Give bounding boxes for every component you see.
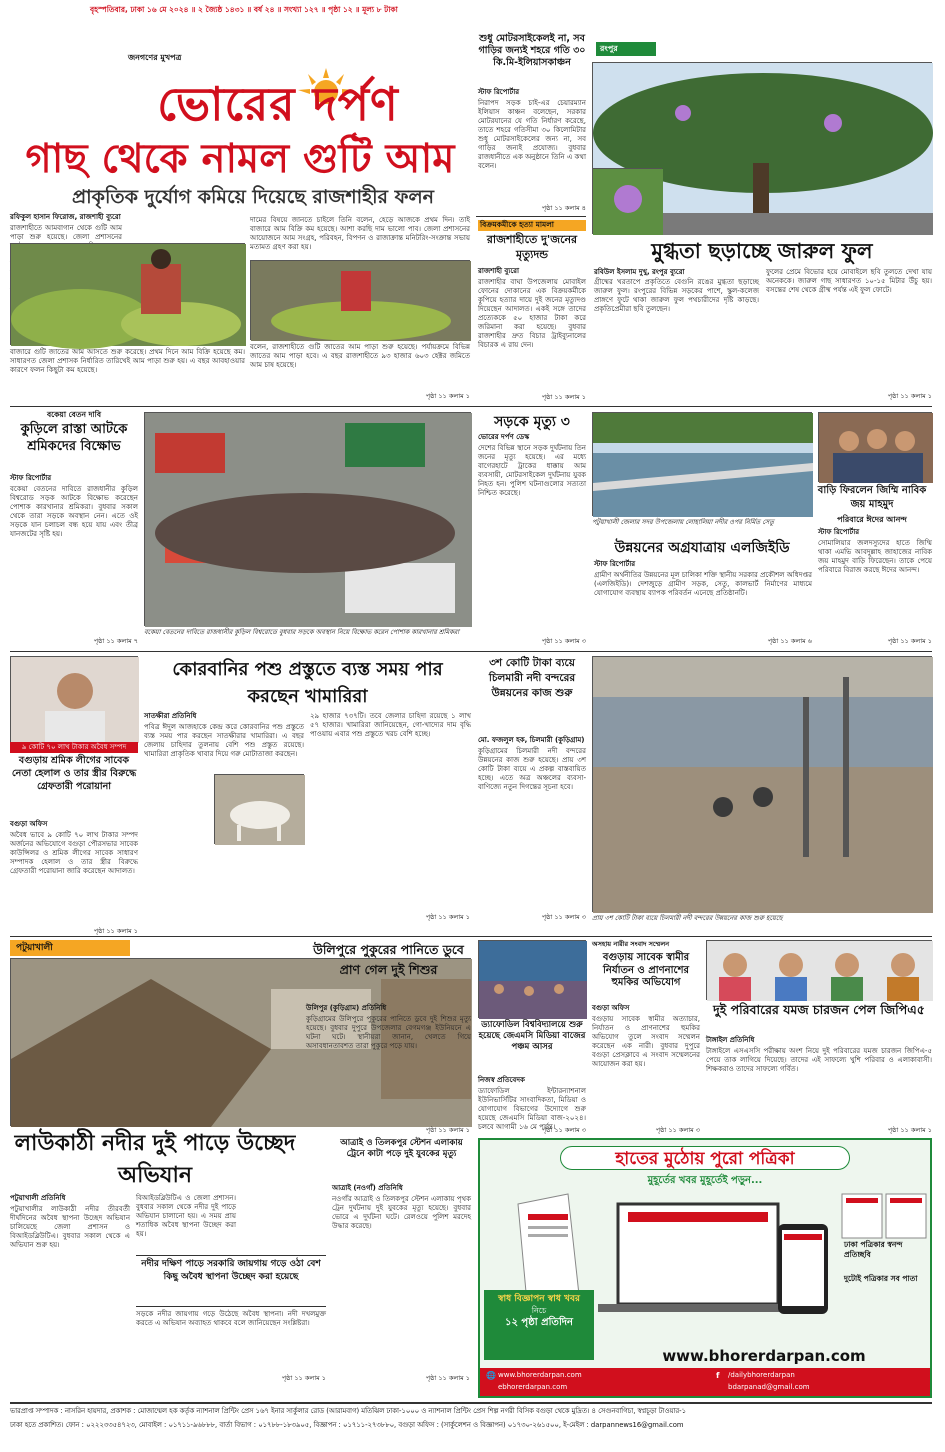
wife-kicker: অসহায় নারীর সংবাদ সম্মেলন: [592, 940, 670, 948]
jarul-headline: মুগ্ধতা ছড়াচ্ছে জারুল ফুল: [651, 239, 873, 263]
flower-inset-icon: [593, 169, 663, 235]
chilmari-byline: মো. ফজলুল হক, চিলমারী (কুড়িগ্রাম): [478, 736, 585, 744]
twins-continued: পৃষ্ঠা ১১ কলাম ১: [887, 1126, 932, 1134]
lauka-continued: পৃষ্ঠা ১১ কলাম ১: [281, 1374, 326, 1382]
ad-fb[interactable]: /dailybhorerdarpan: [728, 1371, 795, 1379]
daffodil-headline: ড্যাফোডিল বিশ্ববিদ্যালয়ে শুরু হয়েছে জেএমসি মিডিয়া বাজের পঞ্চম আসর: [478, 1020, 586, 1052]
imprint-line1: ভারপ্রাপ্ত সম্পাদক : নাসরিন হায়দার, প্রকাশক : মোজাম্মেল হক কর্তৃক ন্যাশনাল প্রিন্টিং প্রেস ১৬৭ ইনার সার্কুলার রোড (আরামবাগ) মতিঝিল ঢাকা-১০০০ ও ন্যাশনাল প্রিন্টিং প্রেস শিল্প নগরী বিসিক বগুড়া থেকে মুদ্রিত। ৪ সেগুনবাগিচা, স্বপ্নচূড়া টাওয়ার-১: [10, 1407, 687, 1415]
ad-tag-box: [484, 1290, 594, 1360]
kurli-body: বকেয়া বেতনের দাবিতে রাজধানীর কুড়িল বিশ্বরোড সড়ক আটকে বিক্ষোভ করেছেন পোশাক কারখানার শ্রমিকরা। বুধবার সকাল থেকে তারা সড়কে অবস্থান নেন। এতে ওই সড়কে যান চলাচল বন্ধ হয়ে যায় এবং তীব্র যানজটের সৃষ্টি হয়।: [10, 485, 138, 538]
lead-col4: বলেন, রাজশাহীতে গুটি জাতের আম পাড়া শুরু হয়েছে। পর্যায়ক্রমে বিভিন্ন জাতের আম পাড়া হবে। এ বছর রাজশাহীতে ৯৩ হাজার ৬০৩ হেক্টর জমিতে আম চাষ হয়েছে।: [250, 343, 470, 369]
rajshahi-headline: রাজশাহীতে দু'জনের মৃত্যুদন্ড: [486, 233, 578, 261]
mango-vendor-photo: [250, 260, 470, 340]
bogura-body: অবৈধ ভাবে ৯ কোটি ৭০ লাখ টাকার সম্পদ অর্জনের অভিযোগে বগুড়া পৌরসভার সাবেক কাউন্সিলর ও শ্রমিক লীগের সাবেক সাধারণ সম্পাদক হেলাল ও তার স্ত্রীর বিরুদ্ধে গ্রেফতারী পরোয়ানা জারি করেছেন আদালত।: [10, 831, 138, 875]
accident-body: দেশের বিভিন্ন স্থানে সড়ক দুর্ঘটনায় তিন জনের মৃত্যু হয়েছে। এর মধ্যে বাগেরহাটে ট্রাকের ধাক্কায় আম ব্যবসায়ী, মোটরসাইকেল দুর্ঘটনায় যুবক নিহত হন। পুলিশ ঘটনাগুলোর সত্যতা নিশ্চিত করেছে।: [478, 444, 586, 497]
jarul-byline: রবিউল ইসলাম দুখু, রংপুর ব্যুরো: [594, 268, 685, 276]
wife-headline: বগুড়ায় সাবেক স্বামীর নির্যাতন ও প্রাণনাশের হুমকির অভিযোগ: [602, 952, 690, 988]
cattle-photo-icon: [215, 775, 305, 845]
korbani-body2: ২৯ হাজার ৭৩৭টি। তবে জেলার চাহিদা রয়েছে ১ লাখ ৫৭ হাজার। খামারিরা জানিয়েছেন, গো-খাদ্যের দাম বৃদ্ধি পাওয়ায় এবার পশু প্রস্তুতে খরচ বেশি হচ্ছে।: [310, 712, 471, 738]
lauka-byline: পটুয়াখালী প্রতিনিধি: [10, 1194, 66, 1202]
river-port-caption: প্রায় ৩শ কোটি টাকা ব্যয়ে চিলমারী নদী বন্দরের উন্নয়নের কাজ শুরু হয়েছে: [592, 914, 783, 922]
jimmi-subtitle: পরিবারে ঈদের আনন্দ: [837, 515, 907, 524]
chilmari-body: কুড়িগ্রামের চিলমারী নদী বন্দরের উন্নয়নের কাজ শুরু হয়েছে। প্রায় ৩শ কোটি টাকা ব্যয়ে এ প্রকল্প বাস্তবায়িত হচ্ছে। এতে অত্র অঞ্চলের ব্যবসা-বাণিজ্যে নতুন দিগন্তের সূচনা হবে।: [478, 747, 586, 791]
jimmi-continued: পৃষ্ঠা ১১ কলাম ১: [887, 637, 932, 645]
ad-devices-graphic: [598, 1194, 838, 1342]
bogura-continued: পৃষ্ঠা ১১ কলাম ১: [93, 927, 138, 935]
facebook-icon: f: [716, 1371, 720, 1380]
mango-pile-photo-icon: [11, 244, 246, 346]
train-body: নওগাঁর আত্রাই ও তিলকপুর স্টেশন এলাকায় পৃথক ট্রেন দুর্ঘটনায় দুই যুবকের মৃত্যু হয়েছে। বুধবার ভোরে এ দুর্ঘটনা ঘটে। রেলওয়ে পুলিশ মরদেহ উদ্ধার করেছে।: [332, 1195, 471, 1230]
protest-caption: বকেয়া বেতনের দাবিতে রাজধানীর কুড়িল বিশ্বরোডে বুধবার সড়কে অবস্থান নিয়ে বিক্ষোভ করেন পোশাক কারখানার শ্রমিকরা: [144, 628, 460, 636]
chilmari-headline: ৩শ কোটি টাকা ব্যয়ে চিলমারী নদী বন্দরের উন্নয়নের কাজ শুরু: [488, 657, 576, 699]
devices-icon: [598, 1194, 838, 1342]
lauka-body2: বিআইডব্লিউটিএ ও জেলা প্রশাসন। বুধবার সকাল থেকে নদীর দুই পাড়ে অভিযান চালানো হয়। এ সময় প্রায় শতাধিক অবৈধ স্থাপনা উচ্ছেদ করা হয়।: [136, 1194, 236, 1238]
ad-headline: হাতের মুঠোয় পুরো পত্রিকা: [560, 1146, 850, 1170]
twins-photo-icon: [707, 941, 933, 1001]
daffodil-body: ড্যাফোডিল ইন্টারন্যাশনাল ইউনিভার্সিটির সাংবাদিকতা, মিডিয়া ও যোগাযোগ বিভাগের উদ্যোগে শুরু হয়েছে জেএমসি মিডিয়া বাজ-২০২৪। চলবে আগামী ১৬ মে পর্যন্ত।: [478, 1087, 586, 1131]
twins-photo: [706, 940, 932, 1000]
kurli-continued: পৃষ্ঠা ১১ কলাম ৭: [93, 637, 138, 645]
newspaper-name: ভোরের দর্পণ: [157, 77, 399, 131]
bridge-photo-icon: [593, 413, 813, 517]
twins-byline: টাঙ্গাইল প্রতিনিধি: [706, 1036, 755, 1044]
wife-byline: বগুড়া অফিস: [592, 1004, 630, 1012]
accident-headline: সড়কে মৃত্যু ৩: [494, 414, 570, 430]
ad-contact-bar: [480, 1368, 930, 1396]
river-port-photo-icon: [593, 657, 933, 913]
protest-photo: [144, 412, 471, 626]
jimmi-body: সোমালিয়ার জলদস্যুদের হাতে জিম্মি থাকা এমভি আবদুল্লাহ জাহাজের নাবিক জয় মাহমুদ বাড়ি ফিরেছেন। তাকে পেয়ে পরিবারে বিরাজ করছে ঈদের আনন্দ।: [818, 539, 932, 574]
patuakhali-place-label: পটুয়াখালী: [10, 940, 130, 956]
jarul-continued: পৃষ্ঠা ১১ কলাম ১: [887, 392, 932, 400]
kurli-kicker: বকেয়া বেতন দাবি: [46, 410, 101, 419]
seminar-photo-icon: [479, 941, 587, 1019]
lauka-headline: লাউকাঠী নদীর দুই পাড়ে উচ্ছেদ অভিযান: [14, 1131, 296, 1188]
train-byline: আত্রাই (নওগাঁ) প্রতিনিধি: [332, 1184, 403, 1192]
river-port-photo: [592, 656, 932, 912]
bridge-photo: [592, 412, 812, 516]
jarul-body2: ফুলের প্রেমে বিভোর হয়ে মোবাইলে ছবি তুলতে দেখা যায় অনেককে। জারুল গাছ সাধারণত ১০-১৫ মিটার উঁচু হয়। বসন্তের শেষ থেকে গ্রীষ্ম পর্যন্ত এই ফুল ফোটে।: [766, 268, 932, 294]
korbani-byline: সাতক্ষীরা প্রতিনিধি: [144, 712, 197, 720]
chilmari-continued: পৃষ্ঠা ১১ কলাম ৩: [541, 913, 586, 921]
vendor-photo-icon: [251, 261, 471, 341]
jimmi-byline: স্টাফ রিপোর্টার: [818, 528, 860, 536]
lged-headline: উন্নয়নের অগ্রযাত্রায় এলজিইডি: [614, 540, 790, 556]
leader-portrait: [10, 656, 138, 742]
ad-badge2: দুটোই পত্রিকার সব পাতা: [844, 1274, 918, 1283]
lead-col1: রাজশাহীতে আমবাগান থেকে গুটি আম পাড়া শুরু হয়েছে। জেলা প্রশাসনের: [10, 224, 122, 241]
lead-col2: বাজারে গুটি জাতের আম আসতে শুরু করেছে। প্রথম দিনে আম বিক্রি হয়েছে কম। সাধারণত জেলা প্রশাসক নির্ধারিত তারিখেই আম পাড়া শুরু হয়। এ বছর আবহাওয়ার কারণে ফলন কিছুটা কম হয়েছে।: [10, 348, 245, 374]
rajshahi-continued: পৃষ্ঠা ১১ কলাম ১: [541, 393, 586, 401]
wife-continued: পৃষ্ঠা ১১ কলাম ৩: [655, 1126, 700, 1134]
train-headline: আত্রাই ও তিলকপুর স্টেশন এলাকায় ট্রেনে কাটা পড়ে দুই যুবকের মৃত্যু: [340, 1138, 463, 1159]
bogura-headline: বগুড়ায় শ্রমিক লীগের সাবেক নেতা হেলাল ও তার স্ত্রীর বিরুদ্ধে গ্রেফতারী পরোয়ানা: [11, 755, 137, 792]
motor-body: নিরাপদ সড়ক চাই-এর চেয়ারম্যান ইলিয়াস কাঞ্চন বলেছেন, সরকার মোটরযানের যে গতি নির্ধারণ করেছে, তাতে শহরে গতিসীমা ৩০ কিলোমিটার শুধু মোটরসাইকেলের জন্য না, সব গাড়ির জন্যই প্রযোজ্য। বুধবার রাজধানীতে এক অনুষ্ঠানে তিনি এ কথা বলেন।: [478, 99, 586, 170]
wife-body: বগুড়ায় সাবেক স্বামীর অত্যাচার, নির্যাতন ও প্রাণনাশের হুমকির অভিযোগ তুলে সংবাদ সম্মেলন করেছেন এক নারী। বুধবার দুপুরে বগুড়া প্রেসক্লাবে এ সংবাদ সম্মেলনের আয়োজন করা হয়।: [592, 1015, 700, 1068]
portrait-photo-icon: [11, 657, 139, 743]
lead-subtitle: প্রাকৃতিক দুর্যোগ কমিয়ে দিয়েছে রাজশাহীর ফলন: [71, 186, 435, 208]
ad-web[interactable]: www.bhorerdarpan.com: [498, 1371, 582, 1379]
ad-url[interactable]: www.bhorerdarpan.com: [662, 1347, 866, 1365]
ulipur-byline: উলিপুর (কুড়িগ্রাম) প্রতিনিধি: [306, 1004, 387, 1012]
kurli-byline: স্টাফ রিপোর্টার: [10, 474, 52, 482]
motor-continued: পৃষ্ঠা ১১ কলাম ৪: [541, 204, 586, 212]
train-continued: পৃষ্ঠা ১১ কলাম ১: [425, 1374, 470, 1382]
accident-continued: পৃষ্ঠা ১১ কলাম ৩: [541, 637, 586, 645]
daffodil-continued: পৃষ্ঠা ১১ কলাম ৩: [541, 1126, 586, 1134]
ulipur-body: কুড়িগ্রামের উলিপুরে পুকুরের পানিতে ডুবে দুই শিশুর মৃত্যু হয়েছে। বুধবার দুপুরে উপজেলার বেগমগঞ্জ ইউনিয়নে এ ঘটনা ঘটে। স্থানীয়রা জানান, খেলতে গিয়ে অসাবধানতাবশত তারা পুকুরে পড়ে যায়।: [306, 1015, 471, 1050]
twins-headline: দুই পরিবারের যমজ চারজন পেল জিপিএ৫: [713, 1002, 925, 1017]
tagline: জনগণের মুখপত্র: [128, 53, 182, 62]
lauka-pullquote: নদীর দক্ষিণ পাড়ে সরকারি জায়গায় গড়ে ওঠা বেশ কিছু অবৈধ স্থাপনা উচ্ছেদ করা হয়েছে: [136, 1255, 326, 1307]
jarul-flower-inset: [592, 168, 662, 234]
ulipur-headline: উলিপুরে পুকুরের পানিতে ডুবে প্রাণ গেল দুই শিশুর: [313, 942, 464, 977]
lead-headline: গাছ থেকে নামল গুটি আম: [25, 136, 455, 182]
ad-web-icon: 🌐: [486, 1371, 496, 1380]
ad-mail2[interactable]: bdarpanad@gmail.com: [728, 1383, 810, 1391]
ad-thumbnails: [842, 1194, 928, 1238]
mango-photo: [10, 243, 245, 345]
kurli-headline: কুড়িলে রাস্তা আটকে শ্রমিকদের বিক্ষোভ: [20, 422, 128, 454]
ad-tag1: স্বাধ বিজ্ঞাপন স্বাধ খবর: [498, 1294, 580, 1304]
lead-col3: দামের বিষয়ে জানতে চাইলে তিনি বলেন, হেড়ে আজকে প্রথম দিন। তাই বাজারে আম বিক্রি কম হয়েছে। আশা করছি দাম ভালো পাব। জেলা প্রশাসনের আয়োজনে আম সংগ্রহ, পরিবহন, বিপণন ও রাজাক্রান্ত মনিটরিং-সংক্রান্ত সভায় মতামত গ্রহণ করা হয়।: [250, 216, 470, 251]
rajshahi-kicker: বিক্রমকমীকে হত্যা মামলা: [478, 220, 586, 231]
jimmi-headline: বাড়ি ফিরলেন জিম্মি নাবিক জয় মাহমুদ: [817, 485, 927, 510]
leader-photo-caption: ৯ কোটি ৭০ লাখ টাকার অবৈধ সম্পদ: [10, 742, 138, 753]
imprint-line2: ঢাকা হতে প্রকাশিত। ফোন : ০২২২৩৩৫৪৭২৩, মোবাইল : ০১৭১১-৯৬৮৮৮, বার্তা বিভাগ : ০১৭৮৮-১৮৩৯০৫, বিজ্ঞাপন : ০১৭১১-২৭৩৮৮০, বগুড়া অফিস : (সার্কুলেশন ও বিজ্ঞাপন) ০১৭৩০-২৬১৫০০, ই-মেইল : darpannews16@gmail.com: [10, 1421, 684, 1429]
family-photo-icon: [819, 413, 933, 483]
lead-byline: রফিকুল হাসান ফিরোজ, রাজশাহী ব্যুরো: [10, 213, 121, 221]
rajshahi-body: রাজশাহীর বাঘা উপজেলায় মোবাইল ফোনের দোকানের এক বিক্রয়কর্মীকে কুপিয়ে হত্যার দায়ে দুই জনের মৃত্যুদণ্ড দিয়েছেন আদালত। একই সঙ্গে তাদের প্রত্যেককে ৫০ হাজার টাকা করে জরিমানা করা হয়েছে। বুধবার রাজশাহীর দ্রুত বিচার ট্রাইব্যুনালের বিচারক এ রায় দেন।: [478, 278, 586, 349]
ad-subline: মুহূর্তের খবর মুহূর্তেই পড়ুন...: [647, 1175, 763, 1186]
lged-continued: পৃষ্ঠা ১১ কলাম ৬: [767, 637, 812, 645]
ad-mail1[interactable]: ebhorerdarpan.com: [498, 1383, 568, 1391]
lged-body: গ্রামীণ অর্থনীতির উন্নয়নের মূল চালিকা শক্তি স্থানীয় সরকার প্রকৌশল অধিদপ্তর (এলজিইডি)। দেশজুড়ে গ্রামীণ সড়ক, সেতু, কালভার্ট নির্মাণের মাধ্যমে যোগাযোগ ব্যবস্থায় ব্যাপক পরিবর্তন এনেছে প্রতিষ্ঠানটি।: [594, 571, 812, 597]
masthead-logo: [86, 58, 470, 132]
sailor-family-photo: [818, 412, 932, 482]
ulipur-continued: পৃষ্ঠা ১১ কলাম ১: [425, 1126, 470, 1134]
bogura-byline: বগুড়া অফিস: [10, 820, 48, 828]
dateline: বৃহস্পতিবার, ঢাকা ১৬ মে ২০২৪ ॥ ২ জ্যৈষ্ঠ ১৪৩১ ॥ বর্ষ ২৪ ॥ সংখ্যা ১২৭ ॥ পৃষ্ঠা ১২ ॥ মূল্য ৮ টাকা: [90, 5, 398, 14]
ad-tag2: নিচে: [531, 1305, 547, 1315]
twins-body: টাঙ্গাইলে এসএসসি পরীক্ষায় অংশ নিয়ে দুই পরিবারের যমজ চারজন জিপিএ-৫ পেয়ে তাক লাগিয়ে দিয়েছে। তাদের এই সাফল্যে খুশি পরিবার ও এলাকাবাসী। শিক্ষকরাও তাদের সাফল্যে গর্বিত।: [706, 1047, 932, 1073]
motor-headline: শুধু মোটরসাইকেলই না, সব গাড়ির জন্যই শহরে গতি ৩০ কি.মি-ইলিয়াসকাঞ্চন: [478, 33, 586, 68]
paper-thumbnails-icon: [842, 1194, 928, 1238]
lauka-body3: সড়কে নদীর জায়গায় গড়ে উঠেছে অবৈধ স্থাপনা। নদী দখলমুক্ত করতে এ অভিযান অব্যাহত থাকবে বলে জানিয়েছেন সংশ্লিষ্টরা।: [136, 1310, 326, 1327]
rangpur-place-label: রংপুর: [596, 42, 656, 56]
ad-tag3: ১২ পৃষ্ঠা প্রতিদিন: [504, 1317, 574, 1329]
lged-byline: স্টাফ রিপোর্টার: [594, 560, 636, 568]
jarul-body1: গ্রীষ্মের খরতাপে প্রকৃতিতে বেগুনি রঙের মুগ্ধতা ছড়াচ্ছে জারুল ফুল। রংপুরের বিভিন্ন সড়কের পাশে, স্কুল-কলেজ প্রাঙ্গণে ফুটে থাকা জারুল ফুল পথচারীদের দৃষ্টি কাড়ছে। প্রকৃতিপ্রেমীরা ছবি তুলছেন।: [594, 278, 759, 313]
epaper-ad[interactable]: [478, 1138, 932, 1398]
korbani-body1: পবিত্র ঈদুল আজহাকে কেন্দ্র করে কোরবানির পশু প্রস্তুতে ব্যস্ত সময় পার করছেন সাতক্ষীরার খামারিরা। এ বছর জেলায় চাহিদার তুলনায় বেশি পশু প্রস্তুত রয়েছে। খামারিরা প্রাকৃতিক খাবার দিয়ে গরু মোটাতাজা করছেন।: [144, 723, 304, 758]
bridge-caption: পটুয়াখালী জেলার সদর উপজেলায় লোহালিয়া নদীর ওপর নির্মিত সেতু: [592, 518, 775, 526]
lauka-body1: পটুয়াখালীর লাউকাঠী নদীর তীরবর্তী দীর্ঘদিনের অবৈধ স্থাপনা উচ্ছেদ অভিযান চালিয়েছে জেলা প্রশাসন ও বিআইডব্লিউটিএ। বুধবার সকাল থেকে এ অভিযান শুরু হয়।: [10, 1205, 130, 1249]
rajshahi-byline: রাজশাহী ব্যুরো: [478, 267, 520, 275]
ad-badge: ঢাকা পত্রিকার স্বনন্দ প্রতিচ্ছবি: [844, 1240, 903, 1259]
accident-byline: ভোরের দর্পণ ডেস্ক: [478, 433, 530, 441]
seminar-photo: [478, 940, 586, 1018]
daffodil-byline: নিজস্ব প্রতিবেদক: [478, 1076, 525, 1084]
korbani-headline: কোরবানির পশু প্রস্তুতে ব্যস্ত সময় পার করছেন খামারিরা: [172, 659, 443, 707]
protest-crowd-photo-icon: [145, 413, 472, 627]
lead-continued: পৃষ্ঠা ১১ কলাম ১: [425, 392, 470, 400]
motor-byline: স্টাফ রিপোর্টার: [478, 88, 520, 96]
korbani-continued: পৃষ্ঠা ১১ কলাম ১: [425, 913, 470, 921]
cattle-photo: [214, 774, 304, 844]
